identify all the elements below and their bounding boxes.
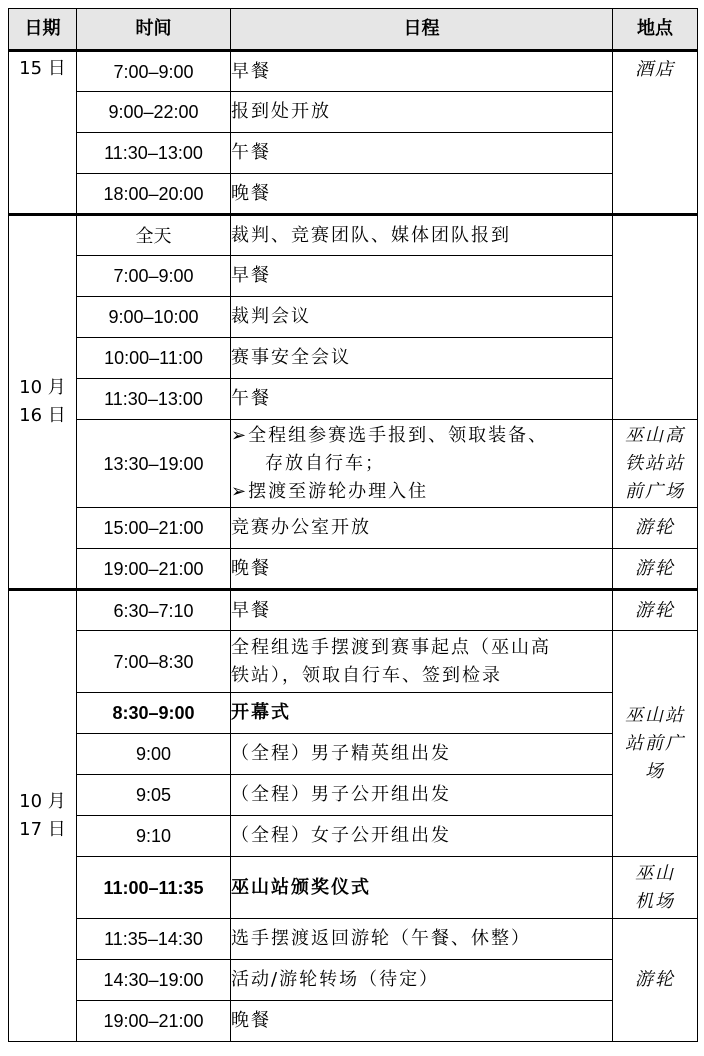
time-cell: 11:00–11:35 <box>77 857 231 919</box>
schedule-cell: 报到处开放 <box>231 92 613 133</box>
location-cell: 游轮 <box>613 549 698 590</box>
table-row <box>9 508 698 549</box>
location-line: 巫山高 <box>625 424 685 446</box>
header-row <box>9 9 698 51</box>
time-cell: 19:00–21:00 <box>77 549 231 590</box>
time-cell: 9:00 <box>77 734 231 775</box>
schedule-line: 全程组选手摆渡到赛事起点（巫山高 <box>231 636 551 658</box>
schedule-cell: 活动/游轮转场（待定） <box>231 960 613 1001</box>
table-row <box>9 51 698 92</box>
schedule-cell: （全程）女子公开组出发 <box>231 816 613 857</box>
schedule-cell <box>231 631 613 693</box>
location-cell: 游轮 <box>613 508 698 549</box>
time-cell: 11:35–14:30 <box>77 919 231 960</box>
time-cell: 9:05 <box>77 775 231 816</box>
time-cell: 9:00–10:00 <box>77 297 231 338</box>
table-row <box>9 174 698 215</box>
table-row <box>9 857 698 919</box>
schedule-cell: （全程）男子公开组出发 <box>231 775 613 816</box>
header-schedule: 日程 <box>231 9 613 51</box>
location-cell: 游轮 <box>613 919 698 1042</box>
table-row <box>9 631 698 693</box>
time-cell: 18:00–20:00 <box>77 174 231 215</box>
schedule-cell <box>231 420 613 508</box>
schedule-cell: 巫山站颁奖仪式 <box>231 857 613 919</box>
schedule-cell: 早餐 <box>231 51 613 92</box>
table-row <box>9 92 698 133</box>
location-line: 机场 <box>635 890 675 912</box>
table-row <box>9 549 698 590</box>
table-row <box>9 420 698 508</box>
time-cell: 11:30–13:00 <box>77 133 231 174</box>
time-cell: 9:00–22:00 <box>77 92 231 133</box>
date-day: 17 日 <box>19 819 66 840</box>
date-cell-16 <box>9 215 77 590</box>
location-cell <box>613 857 698 919</box>
schedule-cell: 裁判会议 <box>231 297 613 338</box>
schedule-cell: 晚餐 <box>231 1001 613 1042</box>
table-row <box>9 775 698 816</box>
header-time: 时间 <box>77 9 231 51</box>
table-row <box>9 297 698 338</box>
location-line: 站前广 <box>625 732 685 754</box>
table-row <box>9 379 698 420</box>
schedule-cell: 竞赛办公室开放 <box>231 508 613 549</box>
schedule-cell: 午餐 <box>231 379 613 420</box>
schedule-cell: 晚餐 <box>231 174 613 215</box>
time-cell: 11:30–13:00 <box>77 379 231 420</box>
location-cell: 游轮 <box>613 590 698 631</box>
bullet-item: ➢摆渡至游轮办理入住 <box>231 480 429 502</box>
schedule-cell: 选手摆渡返回游轮（午餐、休整） <box>231 919 613 960</box>
table-row <box>9 734 698 775</box>
schedule-cell: 赛事安全会议 <box>231 338 613 379</box>
date-month: 10 月 <box>19 377 66 398</box>
schedule-cell: （全程）男子精英组出发 <box>231 734 613 775</box>
time-cell: 10:00–11:00 <box>77 338 231 379</box>
schedule-cell: 早餐 <box>231 590 613 631</box>
schedule-cell: 晚餐 <box>231 549 613 590</box>
schedule-cell: 开幕式 <box>231 693 613 734</box>
date-cell-15: 15 日 <box>9 51 77 215</box>
time-cell: 14:30–19:00 <box>77 960 231 1001</box>
table-row <box>9 256 698 297</box>
time-cell: 全天 <box>77 215 231 256</box>
location-cell-empty <box>613 215 698 420</box>
time-cell: 7:00–8:30 <box>77 631 231 693</box>
bullet-item: ➢全程组参赛选手报到、领取装备、 <box>231 424 549 446</box>
table-row <box>9 919 698 960</box>
location-line: 前广场 <box>625 480 685 502</box>
time-cell: 15:00–21:00 <box>77 508 231 549</box>
time-cell: 13:30–19:00 <box>77 420 231 508</box>
table-row <box>9 133 698 174</box>
location-line: 巫山站 <box>625 704 685 726</box>
schedule-table <box>8 8 698 1042</box>
location-cell <box>613 420 698 508</box>
header-location: 地点 <box>613 9 698 51</box>
bullet-item-continued: 存放自行车； <box>265 452 385 474</box>
date-month: 10 月 <box>19 791 66 812</box>
table-row <box>9 590 698 631</box>
date-day: 16 日 <box>19 405 66 426</box>
table-row <box>9 693 698 734</box>
time-cell: 7:00–9:00 <box>77 256 231 297</box>
schedule-cell: 早餐 <box>231 256 613 297</box>
time-cell: 19:00–21:00 <box>77 1001 231 1042</box>
location-cell <box>613 631 698 857</box>
location-line: 巫山 <box>635 862 675 884</box>
table-row <box>9 960 698 1001</box>
schedule-cell: 裁判、竞赛团队、媒体团队报到 <box>231 215 613 256</box>
table-row <box>9 1001 698 1042</box>
time-cell: 6:30–7:10 <box>77 590 231 631</box>
table-row <box>9 215 698 256</box>
header-date: 日期 <box>9 9 77 51</box>
date-cell-17 <box>9 590 77 1042</box>
schedule-line: 铁站），领取自行车、签到检录 <box>231 664 502 686</box>
schedule-cell: 午餐 <box>231 133 613 174</box>
location-line: 铁站站 <box>625 452 685 474</box>
table-row <box>9 816 698 857</box>
time-cell: 8:30–9:00 <box>77 693 231 734</box>
time-cell: 7:00–9:00 <box>77 51 231 92</box>
location-cell: 酒店 <box>613 51 698 215</box>
location-line: 场 <box>645 760 665 782</box>
table-row <box>9 338 698 379</box>
time-cell: 9:10 <box>77 816 231 857</box>
